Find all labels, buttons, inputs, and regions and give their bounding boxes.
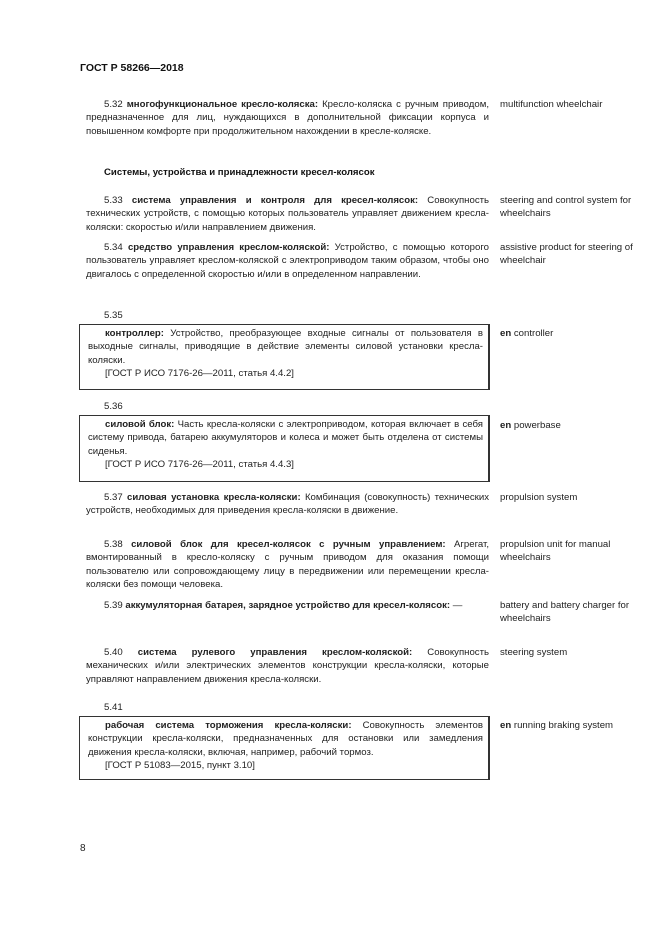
term-name: аккумуляторная батарея, зарядное устройство для кресел-колясок: xyxy=(125,600,451,611)
term-name: силовой блок: xyxy=(105,419,175,430)
term-definition: 5.38 силовой блок для кресел-колясок с ручным управлением: Агрегат, вмонтированный в кресло-коляску с ручным приводом для оказания помощи пользователю или сопровождающему лицу в передвижении или перемещении кресла-коляски без помощи человека. xyxy=(86,539,489,591)
term-definition: 5.39 аккумуляторная батарея, зарядное устройство для кресел-колясок: — xyxy=(104,600,463,611)
source-reference: [ГОСТ Р 51083—2015, пункт 3.10] xyxy=(105,760,255,772)
english-equivalent: steering system xyxy=(500,647,568,658)
term-entry-5-36 xyxy=(79,415,490,482)
term-name: силовая установка кресла-коляски: xyxy=(127,492,301,503)
term-name: средство управления креслом-коляской: xyxy=(127,242,330,253)
english-equivalent: assistive product for steering of wheelchair xyxy=(500,242,633,267)
english-equivalent: en controller xyxy=(500,328,554,339)
term-entry-5-35 xyxy=(79,324,490,390)
english-equivalent: battery and battery charger for wheelchairs xyxy=(500,600,630,625)
page-number: 8 xyxy=(80,843,86,854)
english-equivalent: propulsion unit for manual wheelchairs xyxy=(500,539,611,564)
term-definition: силовой блок: Часть кресла-коляски с электроприводом, которая включает в себя систему привода, батарею аккумуляторов и колеса и может быть отделена от системы сиденья. [ГОСТ Р ИСО 7176-26—2011, статья 4.4.3] xyxy=(88,419,483,471)
term-definition: 5.32 многофункциональное кресло-коляска: Кресло-коляска с ручным приводом, предназначенное для лиц, нуждающихся в дополнительной фиксации корпуса и повышенном комфорте при продолжительном нахождении в кресле-коляске. xyxy=(86,99,489,137)
term-entry-5-41 xyxy=(79,716,490,780)
english-equivalent: propulsion system xyxy=(500,492,578,503)
term-name: силовой блок для кресел-колясок с ручным управлением: xyxy=(131,539,446,550)
term-definition: контроллер: Устройство, преобразующее входные сигналы от пользователя в выходные сигналы, приводящие в действие элементы силовой установки кресла-коляски. [ГОСТ Р ИСО 7176-26—2011, статья 4.4.2] xyxy=(88,328,483,380)
term-definition: 5.34 средство управления креслом-коляской: Устройство, с помощью которого пользователь управляет креслом-коляской с электроприводом таким образом, чтобы оно двигалось с определенной скоростью и/или в определенном направлении. xyxy=(86,242,489,280)
term-name: система рулевого управления креслом-коляской: xyxy=(137,647,413,658)
english-equivalent: multifunction wheelchair xyxy=(500,99,603,110)
term-name: система управления и контроля для кресел-колясок: xyxy=(131,195,419,206)
term-definition: рабочая система торможения кресла-коляски: Совокупность элементов конструкции кресла-коляски, предназначенных для остановки или замедления движения кресла-коляски, включая, например, рабочий тормоз. [ГОСТ Р 51083—2015, пункт 3.10] xyxy=(88,720,483,772)
term-definition: 5.37 силовая установка кресла-коляски: Комбинация (совокупность) технических устройств, необходимых для приведения кресла-коляски в движение. xyxy=(86,492,489,517)
term-name: контроллер: xyxy=(105,328,164,339)
source-reference: [ГОСТ Р ИСО 7176-26—2011, статья 4.4.2] xyxy=(105,368,294,380)
term-definition: 5.40 система рулевого управления креслом-коляской: Совокупность механических и/или электрических элементов конструкции кресла-коляски, которые управляют направлением движения кресла-коляски. xyxy=(86,647,489,685)
term-number: 5.36 xyxy=(104,401,123,412)
term-name: рабочая система торможения кресла-коляски: xyxy=(105,720,352,731)
source-reference: [ГОСТ Р ИСО 7176-26—2011, статья 4.4.3] xyxy=(105,459,294,471)
term-number: 5.35 xyxy=(104,310,123,321)
section-title: Системы, устройства и принадлежности кресел-колясок xyxy=(104,167,375,178)
term-number: 5.41 xyxy=(104,702,123,713)
document-header: ГОСТ Р 58266—2018 xyxy=(80,62,184,74)
english-equivalent: en powerbase xyxy=(500,420,561,431)
english-equivalent: steering and control system for wheelchairs xyxy=(500,195,632,220)
term-definition: 5.33 система управления и контроля для кресел-колясок: Совокупность технических устройств, с помощью которых пользователь управляет движением кресла-коляски: скоростью и/или направлением движения. xyxy=(86,195,490,233)
term-name: многофункциональное кресло-коляска: xyxy=(126,99,319,110)
english-equivalent: en running braking system xyxy=(500,720,614,731)
